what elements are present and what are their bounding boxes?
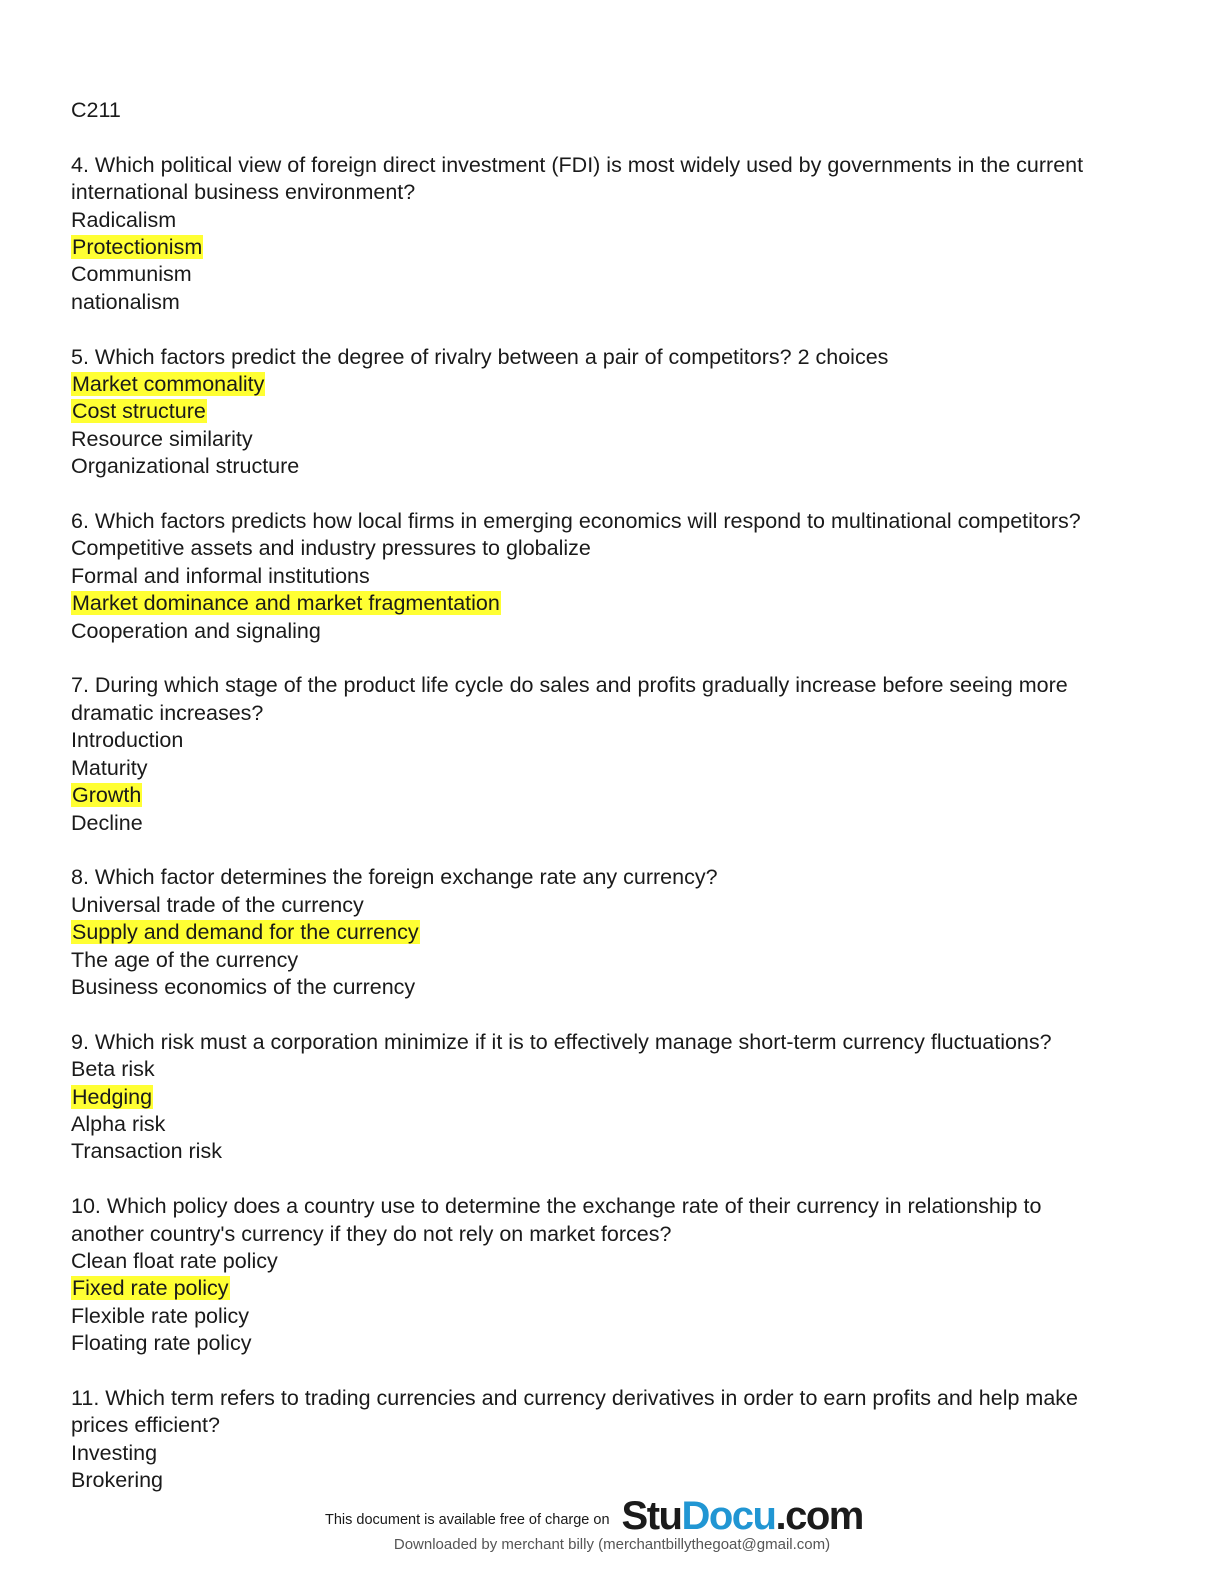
question-text: 5. Which factors predict the degree of rivalry between a pair of competitors? 2 choices bbox=[71, 344, 889, 369]
answer-text: Investing bbox=[71, 1440, 158, 1465]
answer-option bbox=[71, 892, 1161, 919]
answer-option bbox=[71, 289, 1161, 316]
spacer bbox=[71, 1166, 1161, 1193]
spacer bbox=[71, 481, 1161, 508]
logo-com: .com bbox=[775, 1494, 863, 1538]
question-block bbox=[71, 152, 1161, 344]
answer-option bbox=[71, 755, 1161, 782]
answer-text: Transaction risk bbox=[71, 1139, 222, 1164]
answer-text: Brokering bbox=[71, 1468, 164, 1493]
answer-text: Radicalism bbox=[71, 207, 177, 232]
question-block bbox=[71, 1385, 1161, 1495]
highlighted-answer: Hedging bbox=[72, 1084, 153, 1109]
question-block bbox=[71, 508, 1161, 672]
question-text: 9. Which risk must a corporation minimize if it is to effectively manage short-term currency fluctuations? bbox=[71, 1029, 1052, 1054]
question-text: international business environment? bbox=[71, 180, 416, 205]
question-list bbox=[71, 152, 1161, 1495]
highlighted-answer: Cost structure bbox=[72, 399, 206, 424]
answer-text: Organizational structure bbox=[71, 454, 300, 479]
answer-option bbox=[71, 371, 1161, 398]
spacer bbox=[71, 1001, 1161, 1028]
document-page bbox=[71, 97, 1161, 1495]
logo-docu: Docu bbox=[681, 1494, 776, 1538]
answer-option bbox=[71, 590, 1161, 617]
highlighted-answer: Market commonality bbox=[72, 372, 265, 397]
answer-option bbox=[71, 1330, 1161, 1357]
studocu-logo[interactable] bbox=[622, 1494, 863, 1538]
question-text: prices efficient? bbox=[71, 1413, 220, 1438]
highlighted-answer: Growth bbox=[72, 783, 142, 808]
answer-text: nationalism bbox=[71, 289, 180, 314]
answer-option bbox=[71, 398, 1161, 425]
footer bbox=[0, 1488, 1224, 1584]
answer-option bbox=[71, 1275, 1161, 1302]
answer-option bbox=[71, 1111, 1161, 1138]
question-text: 4. Which political view of foreign direct investment (FDI) is most widely used by governments in the current bbox=[71, 152, 1084, 177]
spacer bbox=[71, 837, 1161, 864]
answer-option bbox=[71, 426, 1161, 453]
answer-option bbox=[71, 782, 1161, 809]
answer-text: Universal trade of the currency bbox=[71, 892, 364, 917]
question-block bbox=[71, 344, 1161, 508]
answer-option bbox=[71, 1303, 1161, 1330]
question-block bbox=[71, 672, 1161, 864]
highlighted-answer: Protectionism bbox=[72, 235, 203, 260]
answer-text: Flexible rate policy bbox=[71, 1303, 250, 1328]
spacer bbox=[71, 1358, 1161, 1385]
spacer bbox=[71, 124, 1161, 151]
answer-option bbox=[71, 1440, 1161, 1467]
answer-option bbox=[71, 810, 1161, 837]
question-block bbox=[71, 864, 1161, 1028]
answer-option bbox=[71, 261, 1161, 288]
answer-text: Formal and informal institutions bbox=[71, 563, 370, 588]
logo-stu: Stu bbox=[621, 1494, 682, 1538]
answer-option bbox=[71, 919, 1161, 946]
studocu-banner[interactable] bbox=[325, 1494, 863, 1538]
answer-option bbox=[71, 535, 1161, 562]
answer-option bbox=[71, 1138, 1161, 1165]
question-text: 7. During which stage of the product life cycle do sales and profits gradually increase before seeing more bbox=[71, 673, 1068, 698]
answer-text: Clean float rate policy bbox=[71, 1248, 278, 1273]
highlighted-answer: Market dominance and market fragmentation bbox=[72, 591, 500, 616]
answer-text: Maturity bbox=[71, 755, 148, 780]
answer-option bbox=[71, 947, 1161, 974]
spacer bbox=[71, 316, 1161, 343]
question-text: another country's currency if they do not rely on market forces? bbox=[71, 1221, 672, 1246]
question-text: 8. Which factor determines the foreign exchange rate any currency? bbox=[71, 865, 718, 890]
course-code: C211 bbox=[71, 98, 121, 122]
answer-text: Business economics of the currency bbox=[71, 974, 416, 999]
question-text: 10. Which policy does a country use to determine the exchange rate of their currency in relationship to bbox=[71, 1194, 1042, 1219]
answer-option bbox=[71, 207, 1161, 234]
highlighted-answer: Fixed rate policy bbox=[72, 1276, 229, 1301]
download-notice: Downloaded by merchant billy (merchantbillythegoat@gmail.com) bbox=[393, 1536, 831, 1553]
question-block bbox=[71, 1193, 1161, 1385]
answer-text: The age of the currency bbox=[71, 947, 299, 972]
answer-option bbox=[71, 618, 1161, 645]
answer-text: Decline bbox=[71, 810, 143, 835]
answer-option bbox=[71, 453, 1161, 480]
question-text: dramatic increases? bbox=[71, 700, 264, 725]
answer-text: Competitive assets and industry pressures to globalize bbox=[71, 536, 591, 561]
answer-option bbox=[71, 1248, 1161, 1275]
answer-option bbox=[71, 974, 1161, 1001]
answer-text: Cooperation and signaling bbox=[71, 618, 321, 643]
spacer bbox=[71, 645, 1161, 672]
question-text: 6. Which factors predicts how local firms in emerging economics will respond to multinational competitors? bbox=[71, 509, 1081, 534]
answer-text: Floating rate policy bbox=[71, 1331, 252, 1356]
availability-text: This document is available free of charge on bbox=[325, 1512, 610, 1528]
answer-text: Communism bbox=[71, 262, 192, 287]
answer-text: Introduction bbox=[71, 728, 184, 753]
answer-option bbox=[71, 234, 1161, 261]
answer-option bbox=[71, 1084, 1161, 1111]
answer-text: Resource similarity bbox=[71, 426, 253, 451]
answer-text: Beta risk bbox=[71, 1057, 155, 1082]
answer-option bbox=[71, 563, 1161, 590]
highlighted-answer: Supply and demand for the currency bbox=[72, 920, 419, 945]
question-text: 11. Which term refers to trading currencies and currency derivatives in order to earn profits and help make bbox=[71, 1385, 1078, 1410]
answer-text: Alpha risk bbox=[71, 1111, 166, 1136]
answer-option bbox=[71, 727, 1161, 754]
answer-option bbox=[71, 1056, 1161, 1083]
question-block bbox=[71, 1029, 1161, 1193]
